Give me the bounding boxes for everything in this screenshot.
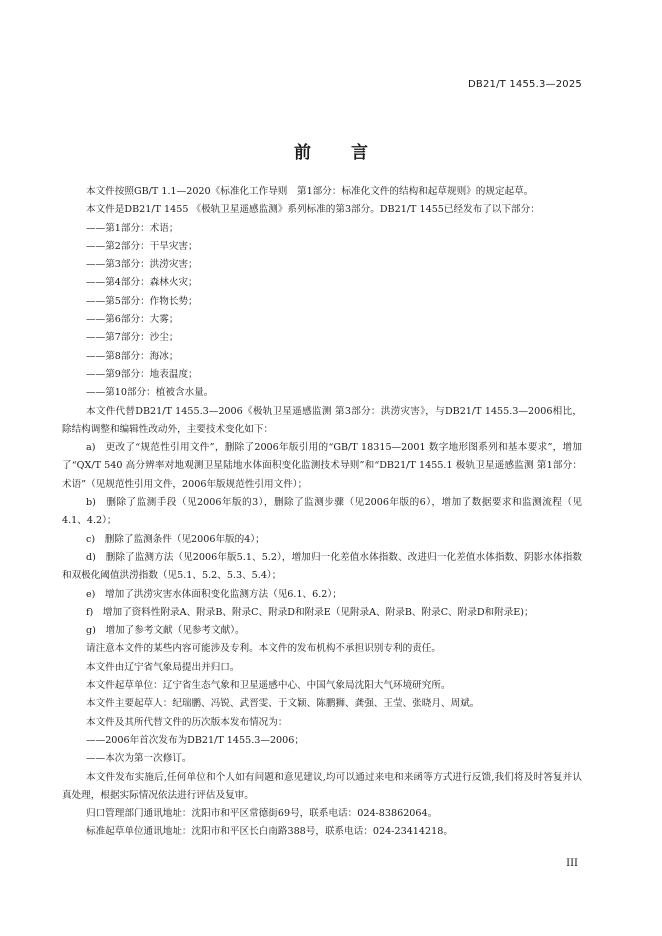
change-item: g) 增加了参考文献（见参考文献）。 <box>86 625 245 637</box>
change-item: b) 删除了监测手段（见2006年版的3），删除了监测步骤（见2006年版的6），增加了数据要求和监测流程（见4.1、4.2）； <box>62 497 582 527</box>
change-item: d) 删除了监测方法（见2006年版5.1、5.2），增加归一化差值水体指数、改进归一化差值水体指数、阴影水体指数和双极化阈值洪涝指数（见5.1、5.2、5.3、5.4）； <box>62 551 582 582</box>
technical-changes-list <box>62 439 582 640</box>
list-item: ——第3部分：洪涝灾害； <box>86 259 198 271</box>
change-item: a) 更改了“规范性引用文件”，删除了2006年版引用的“GB/T 18315—2001 数字地形图系列和基本要求”，增加了“QX/T 540 高分辨率对地观测卫星陆地水体面积变化监测技术导则”和“DB21/T 1455.1 极轨卫星遥感监测 第1部分：术语”（见规范性引用文件，2006年版规范性引用文件）； <box>62 442 582 490</box>
paragraph-feedback: 本文件发布实施后,任何单位和个人如有问题和意见建议,均可以通过来电和来函等方式进行反馈,我们将及时答复并认真处理，根据实际情况依法进行评估及复审。 <box>62 771 582 801</box>
list-item: ——第2部分：干旱灾害； <box>86 240 198 252</box>
list-item: ——第4部分：森林火灾； <box>86 277 198 289</box>
list-item: ——第7部分：沙尘； <box>86 332 179 344</box>
page-title: 前言 <box>294 143 408 163</box>
paragraph-proposer: 本文件由辽宁省气象局提出并归口。 <box>86 661 240 673</box>
parts-list <box>62 220 582 403</box>
paragraph-drafters: 本文件主要起草人：纪瑞鹏、冯锐、武晋雯、于文颖、陈鹏狮、龚强、王莹、张晓月、周斌。 <box>86 698 480 710</box>
list-item: ——第9部分：地表温度； <box>86 368 198 380</box>
change-item: e) 增加了洪涝灾害水体面积变化监测方法（见6.1、6.2）； <box>86 588 342 600</box>
list-item: ——第5部分：作物长势； <box>86 295 198 307</box>
paragraph-history-intro: 本文件及其所代替文件的历次版本发布情况为： <box>86 716 288 728</box>
paragraph-drafting-basis: 本文件按照GB/T 1.1—2020《标准化工作导则 第1部分：标准化文件的结构和起草规则》的规定起草。 <box>86 186 534 197</box>
change-item: f) 增加了资料性附录A、附录B、附录C、附录D和附录E（见附录A、附录B、附录C、附录D和附录E)； <box>86 606 534 618</box>
history-item: ——本次为第一次修订。 <box>86 753 192 765</box>
foreword-body <box>62 183 582 842</box>
list-item: ——第6部分：大雾； <box>86 314 179 326</box>
list-item: ——第8部分：海冰； <box>86 350 179 362</box>
paragraph-drafter-address: 标准起草单位通讯地址：沈阳市和平区长白南路388号，联系电话：024-23414218。 <box>86 826 453 838</box>
paragraph-drafting-units: 本文件起草单位：辽宁省生态气象和卫星遥感中心、中国气象局沈阳大气环境研究所。 <box>86 680 451 692</box>
paragraph-admin-address: 归口管理部门通讯地址：沈阳市和平区常德街69号，联系电话：024-83862064。 <box>86 808 438 820</box>
page-number: III <box>566 858 578 869</box>
change-item: c) 删除了监测条件（见2006年版的4）； <box>86 533 265 545</box>
history-item: ——2006年首次发布为DB21/T 1455.3—2006； <box>86 734 304 746</box>
paragraph-patent-notice: 请注意本文件的某些内容可能涉及专利。本文件的发布机构不承担识别专利的责任。 <box>86 643 441 655</box>
paragraph-replacement: 本文件代替DB21/T 1455.3—2006《极轨卫星遥感监测 第3部分：洪涝灾害》，与DB21/T 1455.3—2006相比，除结构调整和编辑性改动外，主要技术变化如下： <box>62 405 582 435</box>
paragraph-series-info: 本文件是DB21/T 1455 《极轨卫星遥感监测》系列标准的第3部分。DB21/T 1455已经发布了以下部分： <box>86 204 540 216</box>
document-code: DB21/T 1455.3—2025 <box>468 79 582 90</box>
list-item: ——第1部分：术语； <box>86 222 179 234</box>
list-item: ——第10部分：植被含水量。 <box>86 387 214 399</box>
